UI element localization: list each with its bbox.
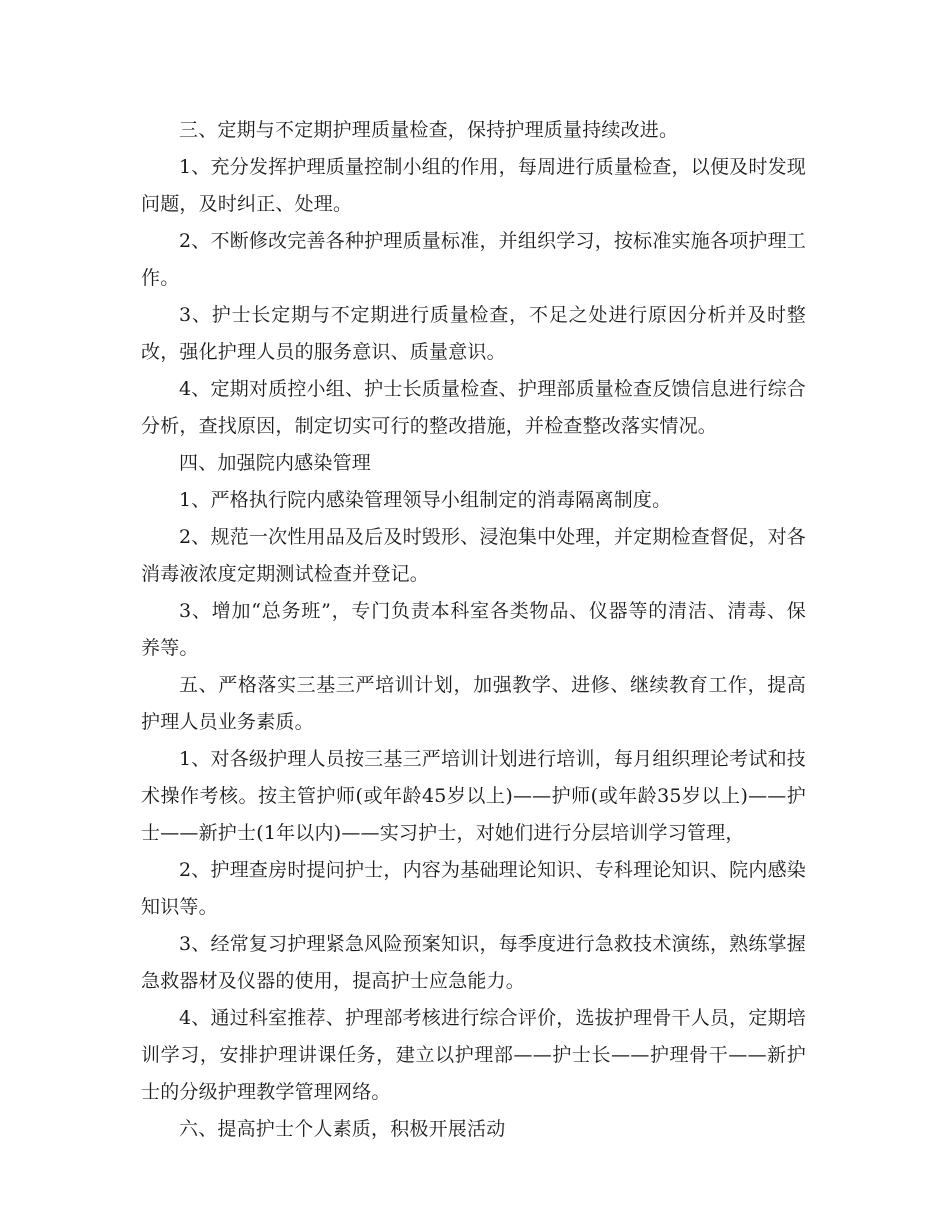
paragraph: 4、定期对质控小组、护士长质量检查、护理部质量检查反馈信息进行综合分析，查找原因，制定切实可行的整改措施，并检查整改落实情况。 xyxy=(141,378,806,437)
paragraph: 2、护理查房时提问护士，内容为基础理论知识、专科理论知识、院内感染知识等。 xyxy=(141,859,806,918)
paragraph: 3、增加“总务班”，专门负责本科室各类物品、仪器等的清洁、清毒、保养等。 xyxy=(141,600,806,659)
paragraph: 3、经常复习护理紧急风险预案知识，每季度进行急救技术演练，熟练掌握急救器材及仪器的使用，提高护士应急能力。 xyxy=(141,933,806,992)
paragraph: 3、护士长定期与不定期进行质量检查，不足之处进行原因分析并及时整改，强化护理人员的服务意识、质量意识。 xyxy=(141,304,806,363)
section-heading-6: 六、提高护士个人素质，积极开展活动 xyxy=(179,1118,506,1140)
section-heading-5: 五、严格落实三基三严培训计划，加强教学、进修、继续教育工作，提高护理人员业务素质。 xyxy=(141,674,806,733)
paragraph: 2、不断修改完善各种护理质量标准，并组织学习，按标准实施各项护理工作。 xyxy=(141,230,806,289)
paragraph: 1、充分发挥护理质量控制小组的作用，每周进行质量检查，以便及时发现问题，及时纠正、处理。 xyxy=(141,156,806,215)
section-heading-4: 四、加强院内感染管理 xyxy=(179,452,372,474)
paragraph: 2、规范一次性用品及后及时毁形、浸泡集中处理，并定期检查督促，对各消毒液浓度定期测试检查并登记。 xyxy=(141,526,806,585)
paragraph: 1、对各级护理人员按三基三严培训计划进行培训，每月组织理论考试和技术操作考核。按主管护师(或年龄45岁以上)——护师(或年龄35岁以上)——护士——新护士(1年以内)——实习护士，对她们进行分层培训学习管理， xyxy=(141,748,806,844)
section-heading-3: 三、定期与不定期护理质量检查，保持护理质量持续改进。 xyxy=(179,119,679,141)
paragraph: 4、通过科室推荐、护理部考核进行综合评价，选拔护理骨干人员，定期培训学习，安排护理讲课任务，建立以护理部——护士长——护理骨干——新护士的分级护理教学管理网络。 xyxy=(141,1007,806,1103)
document-body xyxy=(141,112,806,1148)
paragraph: 1、严格执行院内感染管理领导小组制定的消毒隔离制度。 xyxy=(179,489,672,511)
